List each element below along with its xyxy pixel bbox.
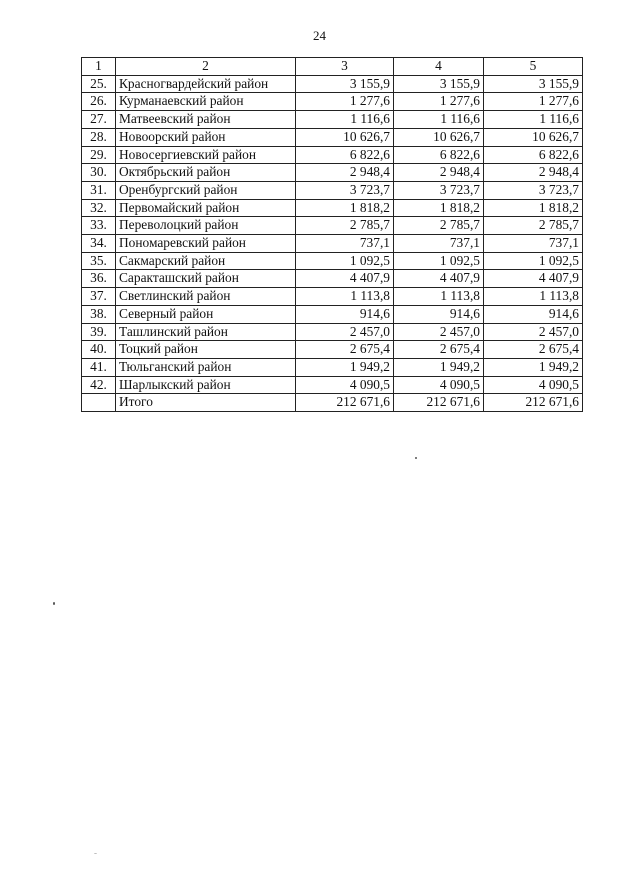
district-name-cell: Саракташский район xyxy=(116,270,296,288)
value-col4-cell: 1 092,5 xyxy=(394,252,484,270)
value-col3-cell: 737,1 xyxy=(296,235,394,253)
row-number-cell: 41. xyxy=(82,358,116,376)
value-col4-cell: 1 277,6 xyxy=(394,93,484,111)
row-number-cell: 33. xyxy=(82,217,116,235)
row-number-cell: 35. xyxy=(82,252,116,270)
value-col3-cell: 1 818,2 xyxy=(296,199,394,217)
value-col3-cell: 1 092,5 xyxy=(296,252,394,270)
row-number-cell: 29. xyxy=(82,146,116,164)
row-number-cell: 25. xyxy=(82,75,116,93)
value-col5-cell: 4 090,5 xyxy=(484,376,583,394)
header-cell: 1 xyxy=(82,58,116,76)
scan-speck xyxy=(53,602,55,605)
table-body xyxy=(82,58,583,412)
scan-speck xyxy=(415,457,417,459)
table-row xyxy=(82,164,583,182)
value-col5-cell: 2 785,7 xyxy=(484,217,583,235)
value-col5-cell: 6 822,6 xyxy=(484,146,583,164)
table-row xyxy=(82,199,583,217)
value-col3-cell: 212 671,6 xyxy=(296,394,394,412)
row-number-cell: 28. xyxy=(82,128,116,146)
value-col5-cell: 3 155,9 xyxy=(484,75,583,93)
value-col3-cell: 2 457,0 xyxy=(296,323,394,341)
row-number-cell: 40. xyxy=(82,341,116,359)
header-cell: 2 xyxy=(116,58,296,76)
row-number-cell: 36. xyxy=(82,270,116,288)
table-row xyxy=(82,111,583,129)
value-col3-cell: 2 948,4 xyxy=(296,164,394,182)
table-row xyxy=(82,146,583,164)
row-number-cell: 37. xyxy=(82,288,116,306)
row-number-cell: 38. xyxy=(82,305,116,323)
district-name-cell: Переволоцкий район xyxy=(116,217,296,235)
value-col3-cell: 1 949,2 xyxy=(296,358,394,376)
value-col4-cell: 4 407,9 xyxy=(394,270,484,288)
table-header-row xyxy=(82,58,583,76)
value-col5-cell: 212 671,6 xyxy=(484,394,583,412)
table-row xyxy=(82,305,583,323)
value-col4-cell: 3 155,9 xyxy=(394,75,484,93)
value-col3-cell: 4 407,9 xyxy=(296,270,394,288)
district-name-cell: Оренбургский район xyxy=(116,181,296,199)
row-number-cell: 34. xyxy=(82,235,116,253)
district-name-cell: Сакмарский район xyxy=(116,252,296,270)
table-row xyxy=(82,128,583,146)
district-name-cell: Светлинский район xyxy=(116,288,296,306)
value-col5-cell: 2 948,4 xyxy=(484,164,583,182)
table-row xyxy=(82,75,583,93)
row-number-cell: 27. xyxy=(82,111,116,129)
district-name-cell: Итого xyxy=(116,394,296,412)
scan-speck xyxy=(94,853,97,854)
district-name-cell: Пономаревский район xyxy=(116,235,296,253)
table-row xyxy=(82,288,583,306)
value-col5-cell: 2 457,0 xyxy=(484,323,583,341)
value-col4-cell: 3 723,7 xyxy=(394,181,484,199)
value-col5-cell: 1 818,2 xyxy=(484,199,583,217)
value-col4-cell: 10 626,7 xyxy=(394,128,484,146)
value-col4-cell: 2 675,4 xyxy=(394,341,484,359)
value-col3-cell: 1 277,6 xyxy=(296,93,394,111)
value-col5-cell: 1 092,5 xyxy=(484,252,583,270)
value-col3-cell: 1 113,8 xyxy=(296,288,394,306)
value-col4-cell: 1 113,8 xyxy=(394,288,484,306)
district-name-cell: Курманаевский район xyxy=(116,93,296,111)
table-row xyxy=(82,358,583,376)
district-name-cell: Новосергиевский район xyxy=(116,146,296,164)
value-col3-cell: 3 723,7 xyxy=(296,181,394,199)
district-name-cell: Тоцкий район xyxy=(116,341,296,359)
table-row xyxy=(82,235,583,253)
district-name-cell: Тюльганский район xyxy=(116,358,296,376)
value-col3-cell: 10 626,7 xyxy=(296,128,394,146)
district-name-cell: Красногвардейский район xyxy=(116,75,296,93)
district-name-cell: Первомайский район xyxy=(116,199,296,217)
value-col5-cell: 914,6 xyxy=(484,305,583,323)
value-col3-cell: 6 822,6 xyxy=(296,146,394,164)
value-col4-cell: 1 818,2 xyxy=(394,199,484,217)
table-row xyxy=(82,270,583,288)
table-total-row xyxy=(82,394,583,412)
table-row xyxy=(82,376,583,394)
value-col5-cell: 2 675,4 xyxy=(484,341,583,359)
district-name-cell: Новоорский район xyxy=(116,128,296,146)
district-name-cell: Северный район xyxy=(116,305,296,323)
district-name-cell: Октябрьский район xyxy=(116,164,296,182)
value-col3-cell: 2 675,4 xyxy=(296,341,394,359)
value-col4-cell: 1 949,2 xyxy=(394,358,484,376)
row-number-cell: 31. xyxy=(82,181,116,199)
header-cell: 4 xyxy=(394,58,484,76)
value-col4-cell: 2 457,0 xyxy=(394,323,484,341)
page-number: 24 xyxy=(313,28,326,43)
value-col4-cell: 212 671,6 xyxy=(394,394,484,412)
district-name-cell: Матвеевский район xyxy=(116,111,296,129)
district-name-cell: Ташлинский район xyxy=(116,323,296,341)
row-number-cell xyxy=(82,394,116,412)
value-col4-cell: 2 785,7 xyxy=(394,217,484,235)
value-col5-cell: 10 626,7 xyxy=(484,128,583,146)
value-col3-cell: 914,6 xyxy=(296,305,394,323)
header-cell: 3 xyxy=(296,58,394,76)
row-number-cell: 32. xyxy=(82,199,116,217)
header-cell: 5 xyxy=(484,58,583,76)
table-row xyxy=(82,252,583,270)
row-number-cell: 26. xyxy=(82,93,116,111)
value-col5-cell: 1 277,6 xyxy=(484,93,583,111)
value-col3-cell: 2 785,7 xyxy=(296,217,394,235)
table-row xyxy=(82,341,583,359)
value-col4-cell: 4 090,5 xyxy=(394,376,484,394)
value-col4-cell: 1 116,6 xyxy=(394,111,484,129)
value-col5-cell: 4 407,9 xyxy=(484,270,583,288)
table-row xyxy=(82,181,583,199)
value-col5-cell: 1 949,2 xyxy=(484,358,583,376)
district-name-cell: Шарлыкский район xyxy=(116,376,296,394)
value-col4-cell: 2 948,4 xyxy=(394,164,484,182)
value-col5-cell: 737,1 xyxy=(484,235,583,253)
value-col4-cell: 737,1 xyxy=(394,235,484,253)
value-col5-cell: 3 723,7 xyxy=(484,181,583,199)
budget-table xyxy=(81,57,583,412)
value-col4-cell: 914,6 xyxy=(394,305,484,323)
table-row xyxy=(82,217,583,235)
value-col5-cell: 1 116,6 xyxy=(484,111,583,129)
value-col3-cell: 3 155,9 xyxy=(296,75,394,93)
value-col3-cell: 1 116,6 xyxy=(296,111,394,129)
table-row xyxy=(82,323,583,341)
row-number-cell: 39. xyxy=(82,323,116,341)
row-number-cell: 42. xyxy=(82,376,116,394)
value-col5-cell: 1 113,8 xyxy=(484,288,583,306)
table-row xyxy=(82,93,583,111)
value-col3-cell: 4 090,5 xyxy=(296,376,394,394)
row-number-cell: 30. xyxy=(82,164,116,182)
value-col4-cell: 6 822,6 xyxy=(394,146,484,164)
